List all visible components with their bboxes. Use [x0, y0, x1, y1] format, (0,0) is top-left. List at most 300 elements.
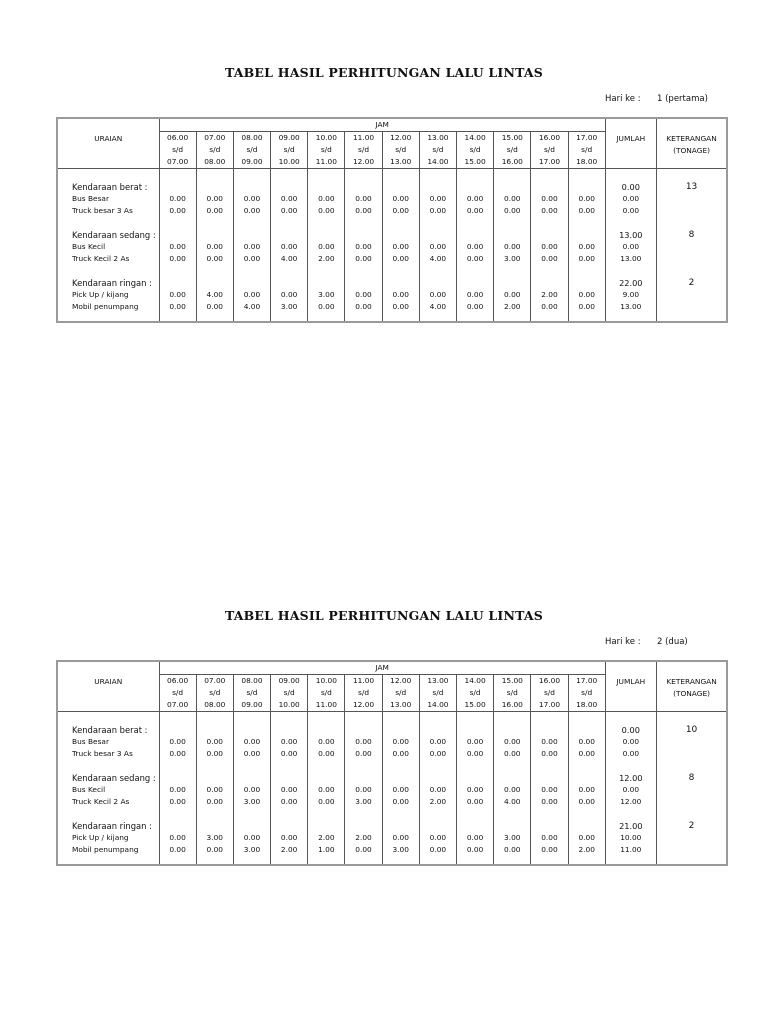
- time-range-cell: s/d: [457, 687, 494, 699]
- spacer-cell: [271, 760, 308, 772]
- spacer-cell: [233, 169, 270, 182]
- count-cell: 0.00: [308, 784, 345, 796]
- count-cell: 0.00: [531, 784, 568, 796]
- empty-cell: [382, 724, 419, 736]
- header-keterangan: [656, 118, 727, 169]
- count-cell: 0.00: [345, 241, 382, 253]
- empty-cell: [233, 181, 270, 193]
- count-cell: 3.00: [345, 796, 382, 808]
- count-cell: 0.00: [196, 844, 233, 865]
- spacer-cell: [419, 760, 456, 772]
- empty-cell: [308, 277, 345, 289]
- spacer-cell: [308, 217, 345, 229]
- empty-cell: [308, 724, 345, 736]
- count-cell: 0.00: [271, 241, 308, 253]
- empty-cell: [419, 181, 456, 193]
- empty-cell: [196, 724, 233, 736]
- time-range-cell: s/d: [345, 144, 382, 156]
- time-range-cell: s/d: [419, 687, 456, 699]
- spacer-cell: [233, 760, 270, 772]
- count-cell: 0.00: [419, 832, 456, 844]
- tonage-label: (TONAGE): [673, 146, 711, 155]
- spacer-cell: [457, 217, 494, 229]
- count-cell: 0.00: [159, 289, 196, 301]
- time-range-cell: 12.00: [345, 699, 382, 712]
- category-total: 13.00: [605, 229, 656, 241]
- vehicle-row: [57, 193, 727, 205]
- spacer-cell: [57, 265, 159, 277]
- time-range-cell: 06.00: [159, 675, 196, 688]
- time-range-cell: 09.00: [271, 132, 308, 145]
- spacer-cell: [159, 808, 196, 820]
- header-keterangan: [656, 661, 727, 712]
- row-jumlah: 10.00: [605, 832, 656, 844]
- count-cell: 0.00: [308, 748, 345, 760]
- count-cell: 0.00: [159, 253, 196, 265]
- empty-cell: [419, 277, 456, 289]
- spacer-cell: [271, 808, 308, 820]
- time-range-cell: s/d: [308, 144, 345, 156]
- count-cell: 0.00: [345, 193, 382, 205]
- vehicle-row: [57, 832, 727, 844]
- empty-cell: [345, 277, 382, 289]
- count-cell: 0.00: [568, 832, 605, 844]
- time-range-cell: 14.00: [419, 156, 456, 169]
- vehicle-row: [57, 796, 727, 808]
- count-cell: 0.00: [494, 193, 531, 205]
- time-range-cell: 14.00: [457, 132, 494, 145]
- category-tonage: 8: [656, 229, 727, 241]
- count-cell: 0.00: [531, 844, 568, 865]
- empty-cell: [345, 181, 382, 193]
- spacer-cell: [382, 808, 419, 820]
- time-range-cell: 17.00: [531, 156, 568, 169]
- spacer-cell: [656, 760, 727, 772]
- time-range-cell: 17.00: [568, 675, 605, 688]
- count-cell: 0.00: [457, 205, 494, 217]
- category-tonage: 2: [656, 820, 727, 832]
- category-label: Kendaraan sedang :: [72, 230, 156, 240]
- spacer-cell: [308, 169, 345, 182]
- header-uraian: URAIAN: [57, 118, 159, 169]
- empty-cell: [419, 229, 456, 241]
- empty-cell: [271, 772, 308, 784]
- empty-cell: [233, 820, 270, 832]
- time-range-cell: 09.00: [233, 156, 270, 169]
- empty-cell: [345, 724, 382, 736]
- count-cell: 0.00: [159, 193, 196, 205]
- time-range-cell: s/d: [159, 144, 196, 156]
- count-cell: 0.00: [457, 301, 494, 322]
- spacer-cell: [531, 217, 568, 229]
- count-cell: 0.00: [159, 832, 196, 844]
- empty-cell: [494, 772, 531, 784]
- time-range-cell: 12.00: [345, 156, 382, 169]
- time-range-cell: 12.00: [382, 132, 419, 145]
- empty-cell: [457, 820, 494, 832]
- empty-cell: [494, 229, 531, 241]
- spacer-cell: [457, 760, 494, 772]
- count-cell: 0.00: [308, 301, 345, 322]
- count-cell: 0.00: [345, 253, 382, 265]
- spacer-cell: [271, 265, 308, 277]
- count-cell: 0.00: [419, 193, 456, 205]
- count-cell: 0.00: [382, 289, 419, 301]
- spacer-row: [57, 712, 727, 725]
- count-cell: 0.00: [494, 736, 531, 748]
- spacer-cell: [196, 808, 233, 820]
- count-cell: 0.00: [531, 301, 568, 322]
- time-range-cell: s/d: [382, 144, 419, 156]
- empty-cell: [457, 229, 494, 241]
- spacer-row: [57, 808, 727, 820]
- spacer-cell: [568, 808, 605, 820]
- count-cell: 0.00: [196, 301, 233, 322]
- vehicle-label: Pick Up / kijang: [72, 833, 129, 842]
- count-cell: 3.00: [382, 844, 419, 865]
- spacer-cell: [605, 712, 656, 725]
- time-range-cell: 08.00: [233, 675, 270, 688]
- tonage-label: (TONAGE): [673, 689, 711, 698]
- header-row: [57, 661, 727, 675]
- empty-cell: [159, 772, 196, 784]
- spacer-row: [57, 760, 727, 772]
- empty-cell: [568, 724, 605, 736]
- count-cell: 0.00: [233, 832, 270, 844]
- vehicle-label: Mobil penumpang: [72, 845, 139, 854]
- count-cell: 0.00: [568, 301, 605, 322]
- count-cell: 2.00: [271, 844, 308, 865]
- count-cell: 0.00: [457, 736, 494, 748]
- category-row: [57, 277, 727, 289]
- count-cell: 0.00: [159, 241, 196, 253]
- row-keterangan: [656, 241, 727, 253]
- count-cell: 0.00: [308, 205, 345, 217]
- time-range-cell: 06.00: [159, 132, 196, 145]
- spacer-cell: [233, 712, 270, 725]
- empty-cell: [531, 820, 568, 832]
- count-cell: 2.00: [308, 832, 345, 844]
- vehicle-row: [57, 748, 727, 760]
- spacer-cell: [196, 760, 233, 772]
- spacer-cell: [382, 217, 419, 229]
- spacer-cell: [605, 169, 656, 182]
- spacer-cell: [345, 169, 382, 182]
- empty-cell: [345, 772, 382, 784]
- spacer-cell: [57, 169, 159, 182]
- count-cell: 0.00: [382, 253, 419, 265]
- spacer-cell: [196, 169, 233, 182]
- time-range-cell: s/d: [196, 687, 233, 699]
- category-row: [57, 820, 727, 832]
- spacer-cell: [196, 265, 233, 277]
- empty-cell: [382, 820, 419, 832]
- count-cell: 0.00: [568, 205, 605, 217]
- count-cell: 2.00: [531, 289, 568, 301]
- empty-cell: [457, 724, 494, 736]
- count-cell: 0.00: [271, 748, 308, 760]
- time-range-cell: s/d: [382, 687, 419, 699]
- count-cell: 0.00: [159, 784, 196, 796]
- count-cell: 0.00: [345, 748, 382, 760]
- empty-cell: [568, 181, 605, 193]
- row-keterangan: [656, 193, 727, 205]
- count-cell: 4.00: [419, 253, 456, 265]
- count-cell: 0.00: [271, 784, 308, 796]
- vehicle-row: [57, 289, 727, 301]
- spacer-cell: [419, 808, 456, 820]
- count-cell: 0.00: [419, 736, 456, 748]
- spacer-cell: [494, 712, 531, 725]
- count-cell: 0.00: [271, 289, 308, 301]
- time-range-cell: s/d: [233, 687, 270, 699]
- empty-cell: [196, 181, 233, 193]
- vehicle-row: [57, 253, 727, 265]
- time-range-cell: 11.00: [345, 132, 382, 145]
- count-cell: 0.00: [159, 844, 196, 865]
- category-total: 21.00: [605, 820, 656, 832]
- empty-cell: [308, 181, 345, 193]
- empty-cell: [233, 724, 270, 736]
- time-range-cell: 07.00: [196, 132, 233, 145]
- count-cell: 2.00: [419, 796, 456, 808]
- count-cell: 0.00: [494, 205, 531, 217]
- category-label: Kendaraan berat :: [72, 182, 148, 192]
- time-range-cell: 07.00: [159, 699, 196, 712]
- spacer-row: [57, 169, 727, 182]
- spacer-cell: [271, 169, 308, 182]
- count-cell: 0.00: [196, 748, 233, 760]
- time-range-cell: 14.00: [457, 675, 494, 688]
- day-label: Hari ke :: [605, 637, 641, 647]
- empty-cell: [159, 181, 196, 193]
- count-cell: 0.00: [382, 736, 419, 748]
- spacer-cell: [57, 808, 159, 820]
- category-tonage: 8: [656, 772, 727, 784]
- vehicle-label: Truck besar 3 As: [72, 749, 133, 758]
- count-cell: 3.00: [308, 289, 345, 301]
- count-cell: 4.00: [419, 301, 456, 322]
- spacer-cell: [308, 808, 345, 820]
- time-range-cell: 16.00: [531, 132, 568, 145]
- count-cell: 0.00: [457, 796, 494, 808]
- day-indicator: [605, 637, 688, 647]
- count-cell: 0.00: [457, 784, 494, 796]
- row-jumlah: 0.00: [605, 784, 656, 796]
- count-cell: 0.00: [233, 289, 270, 301]
- count-cell: 3.00: [494, 832, 531, 844]
- spacer-cell: [382, 712, 419, 725]
- time-range-cell: s/d: [308, 687, 345, 699]
- category-tonage: 13: [656, 181, 727, 193]
- count-cell: 0.00: [457, 193, 494, 205]
- header-jumlah: JUMLAH: [605, 118, 656, 169]
- count-cell: 0.00: [382, 205, 419, 217]
- category-label: Kendaraan berat :: [72, 725, 148, 735]
- spacer-cell: [345, 217, 382, 229]
- empty-cell: [568, 820, 605, 832]
- time-range-cell: 09.00: [233, 699, 270, 712]
- count-cell: 0.00: [159, 301, 196, 322]
- row-keterangan: [656, 748, 727, 760]
- count-cell: 0.00: [271, 205, 308, 217]
- time-range-cell: s/d: [271, 687, 308, 699]
- count-cell: 0.00: [531, 748, 568, 760]
- time-range-cell: s/d: [494, 144, 531, 156]
- time-range-cell: 08.00: [196, 699, 233, 712]
- time-range-cell: 17.00: [531, 699, 568, 712]
- count-cell: 0.00: [345, 736, 382, 748]
- spacer-cell: [568, 712, 605, 725]
- count-cell: 0.00: [531, 241, 568, 253]
- empty-cell: [196, 229, 233, 241]
- spacer-cell: [605, 217, 656, 229]
- row-jumlah: 9.00: [605, 289, 656, 301]
- count-cell: 0.00: [308, 736, 345, 748]
- spacer-cell: [345, 808, 382, 820]
- spacer-cell: [345, 265, 382, 277]
- row-jumlah: 13.00: [605, 301, 656, 322]
- empty-cell: [345, 820, 382, 832]
- spacer-row: [57, 217, 727, 229]
- vehicle-label: Truck besar 3 As: [72, 206, 133, 215]
- vehicle-label: Truck Kecil 2 As: [72, 254, 130, 263]
- time-range-cell: s/d: [568, 687, 605, 699]
- traffic-count-table: [56, 660, 728, 866]
- empty-cell: [271, 277, 308, 289]
- time-range-cell: s/d: [494, 687, 531, 699]
- count-cell: 0.00: [308, 193, 345, 205]
- empty-cell: [196, 277, 233, 289]
- spacer-cell: [457, 169, 494, 182]
- category-total: 0.00: [605, 724, 656, 736]
- empty-cell: [233, 277, 270, 289]
- count-cell: 0.00: [531, 832, 568, 844]
- empty-cell: [159, 724, 196, 736]
- time-range-cell: 15.00: [494, 132, 531, 145]
- count-cell: 0.00: [494, 748, 531, 760]
- vehicle-row: [57, 844, 727, 865]
- count-cell: 0.00: [196, 205, 233, 217]
- category-row: [57, 181, 727, 193]
- empty-cell: [568, 229, 605, 241]
- count-cell: 0.00: [159, 748, 196, 760]
- count-cell: 0.00: [345, 301, 382, 322]
- time-range-cell: 16.00: [494, 699, 531, 712]
- spacer-cell: [568, 760, 605, 772]
- vehicle-label: Pick Up / kijang: [72, 290, 129, 299]
- header-jumlah: JUMLAH: [605, 661, 656, 712]
- spacer-cell: [656, 169, 727, 182]
- time-range-cell: 07.00: [196, 675, 233, 688]
- count-cell: 4.00: [233, 301, 270, 322]
- spacer-cell: [159, 712, 196, 725]
- count-cell: 0.00: [233, 205, 270, 217]
- row-keterangan: [656, 796, 727, 808]
- vehicle-row: [57, 784, 727, 796]
- vehicle-label: Bus Besar: [72, 737, 109, 746]
- spacer-cell: [233, 808, 270, 820]
- count-cell: 0.00: [159, 205, 196, 217]
- spacer-cell: [382, 265, 419, 277]
- spacer-cell: [271, 217, 308, 229]
- day-value: 1 (pertama): [657, 94, 708, 104]
- header-uraian: URAIAN: [57, 661, 159, 712]
- day-value: 2 (dua): [657, 637, 688, 647]
- day-indicator: [605, 94, 708, 104]
- empty-cell: [457, 277, 494, 289]
- count-cell: 2.00: [308, 253, 345, 265]
- category-label: Kendaraan sedang :: [72, 773, 156, 783]
- spacer-cell: [531, 808, 568, 820]
- category-total: 22.00: [605, 277, 656, 289]
- vehicle-label: Bus Besar: [72, 194, 109, 203]
- row-keterangan: [656, 832, 727, 844]
- time-range-cell: s/d: [531, 144, 568, 156]
- time-range-cell: 09.00: [271, 675, 308, 688]
- count-cell: 0.00: [196, 736, 233, 748]
- spacer-cell: [457, 808, 494, 820]
- row-keterangan: [656, 301, 727, 322]
- row-jumlah: 0.00: [605, 205, 656, 217]
- vehicle-row: [57, 205, 727, 217]
- row-keterangan: [656, 736, 727, 748]
- spacer-cell: [531, 265, 568, 277]
- count-cell: 0.00: [233, 253, 270, 265]
- empty-cell: [531, 181, 568, 193]
- header-row: [57, 118, 727, 132]
- count-cell: 0.00: [419, 289, 456, 301]
- count-cell: 0.00: [382, 748, 419, 760]
- keterangan-label: KETERANGAN: [666, 677, 717, 686]
- header-jam: JAM: [159, 661, 605, 675]
- row-jumlah: 0.00: [605, 748, 656, 760]
- count-cell: 0.00: [345, 784, 382, 796]
- count-cell: 3.00: [271, 301, 308, 322]
- spacer-cell: [494, 808, 531, 820]
- traffic-count-table: [56, 117, 728, 323]
- empty-cell: [531, 277, 568, 289]
- spacer-cell: [531, 712, 568, 725]
- category-label: Kendaraan ringan :: [72, 278, 152, 288]
- empty-cell: [382, 277, 419, 289]
- empty-cell: [159, 820, 196, 832]
- count-cell: 0.00: [345, 205, 382, 217]
- time-range-cell: 15.00: [457, 699, 494, 712]
- table-title: TABEL HASIL PERHITUNGAN LALU LINTAS: [224, 65, 544, 80]
- empty-cell: [419, 772, 456, 784]
- spacer-cell: [656, 217, 727, 229]
- row-keterangan: [656, 784, 727, 796]
- time-range-cell: s/d: [345, 687, 382, 699]
- empty-cell: [196, 772, 233, 784]
- empty-cell: [494, 181, 531, 193]
- vehicle-label: Truck Kecil 2 As: [72, 797, 130, 806]
- vehicle-label: Bus Kecil: [72, 242, 106, 251]
- time-range-cell: 15.00: [457, 156, 494, 169]
- count-cell: 0.00: [233, 736, 270, 748]
- day-label: Hari ke :: [605, 94, 641, 104]
- row-jumlah: 0.00: [605, 193, 656, 205]
- count-cell: 3.00: [494, 253, 531, 265]
- vehicle-row: [57, 241, 727, 253]
- spacer-cell: [419, 265, 456, 277]
- time-range-cell: 16.00: [494, 156, 531, 169]
- row-jumlah: 13.00: [605, 253, 656, 265]
- empty-cell: [159, 229, 196, 241]
- empty-cell: [233, 229, 270, 241]
- empty-cell: [494, 820, 531, 832]
